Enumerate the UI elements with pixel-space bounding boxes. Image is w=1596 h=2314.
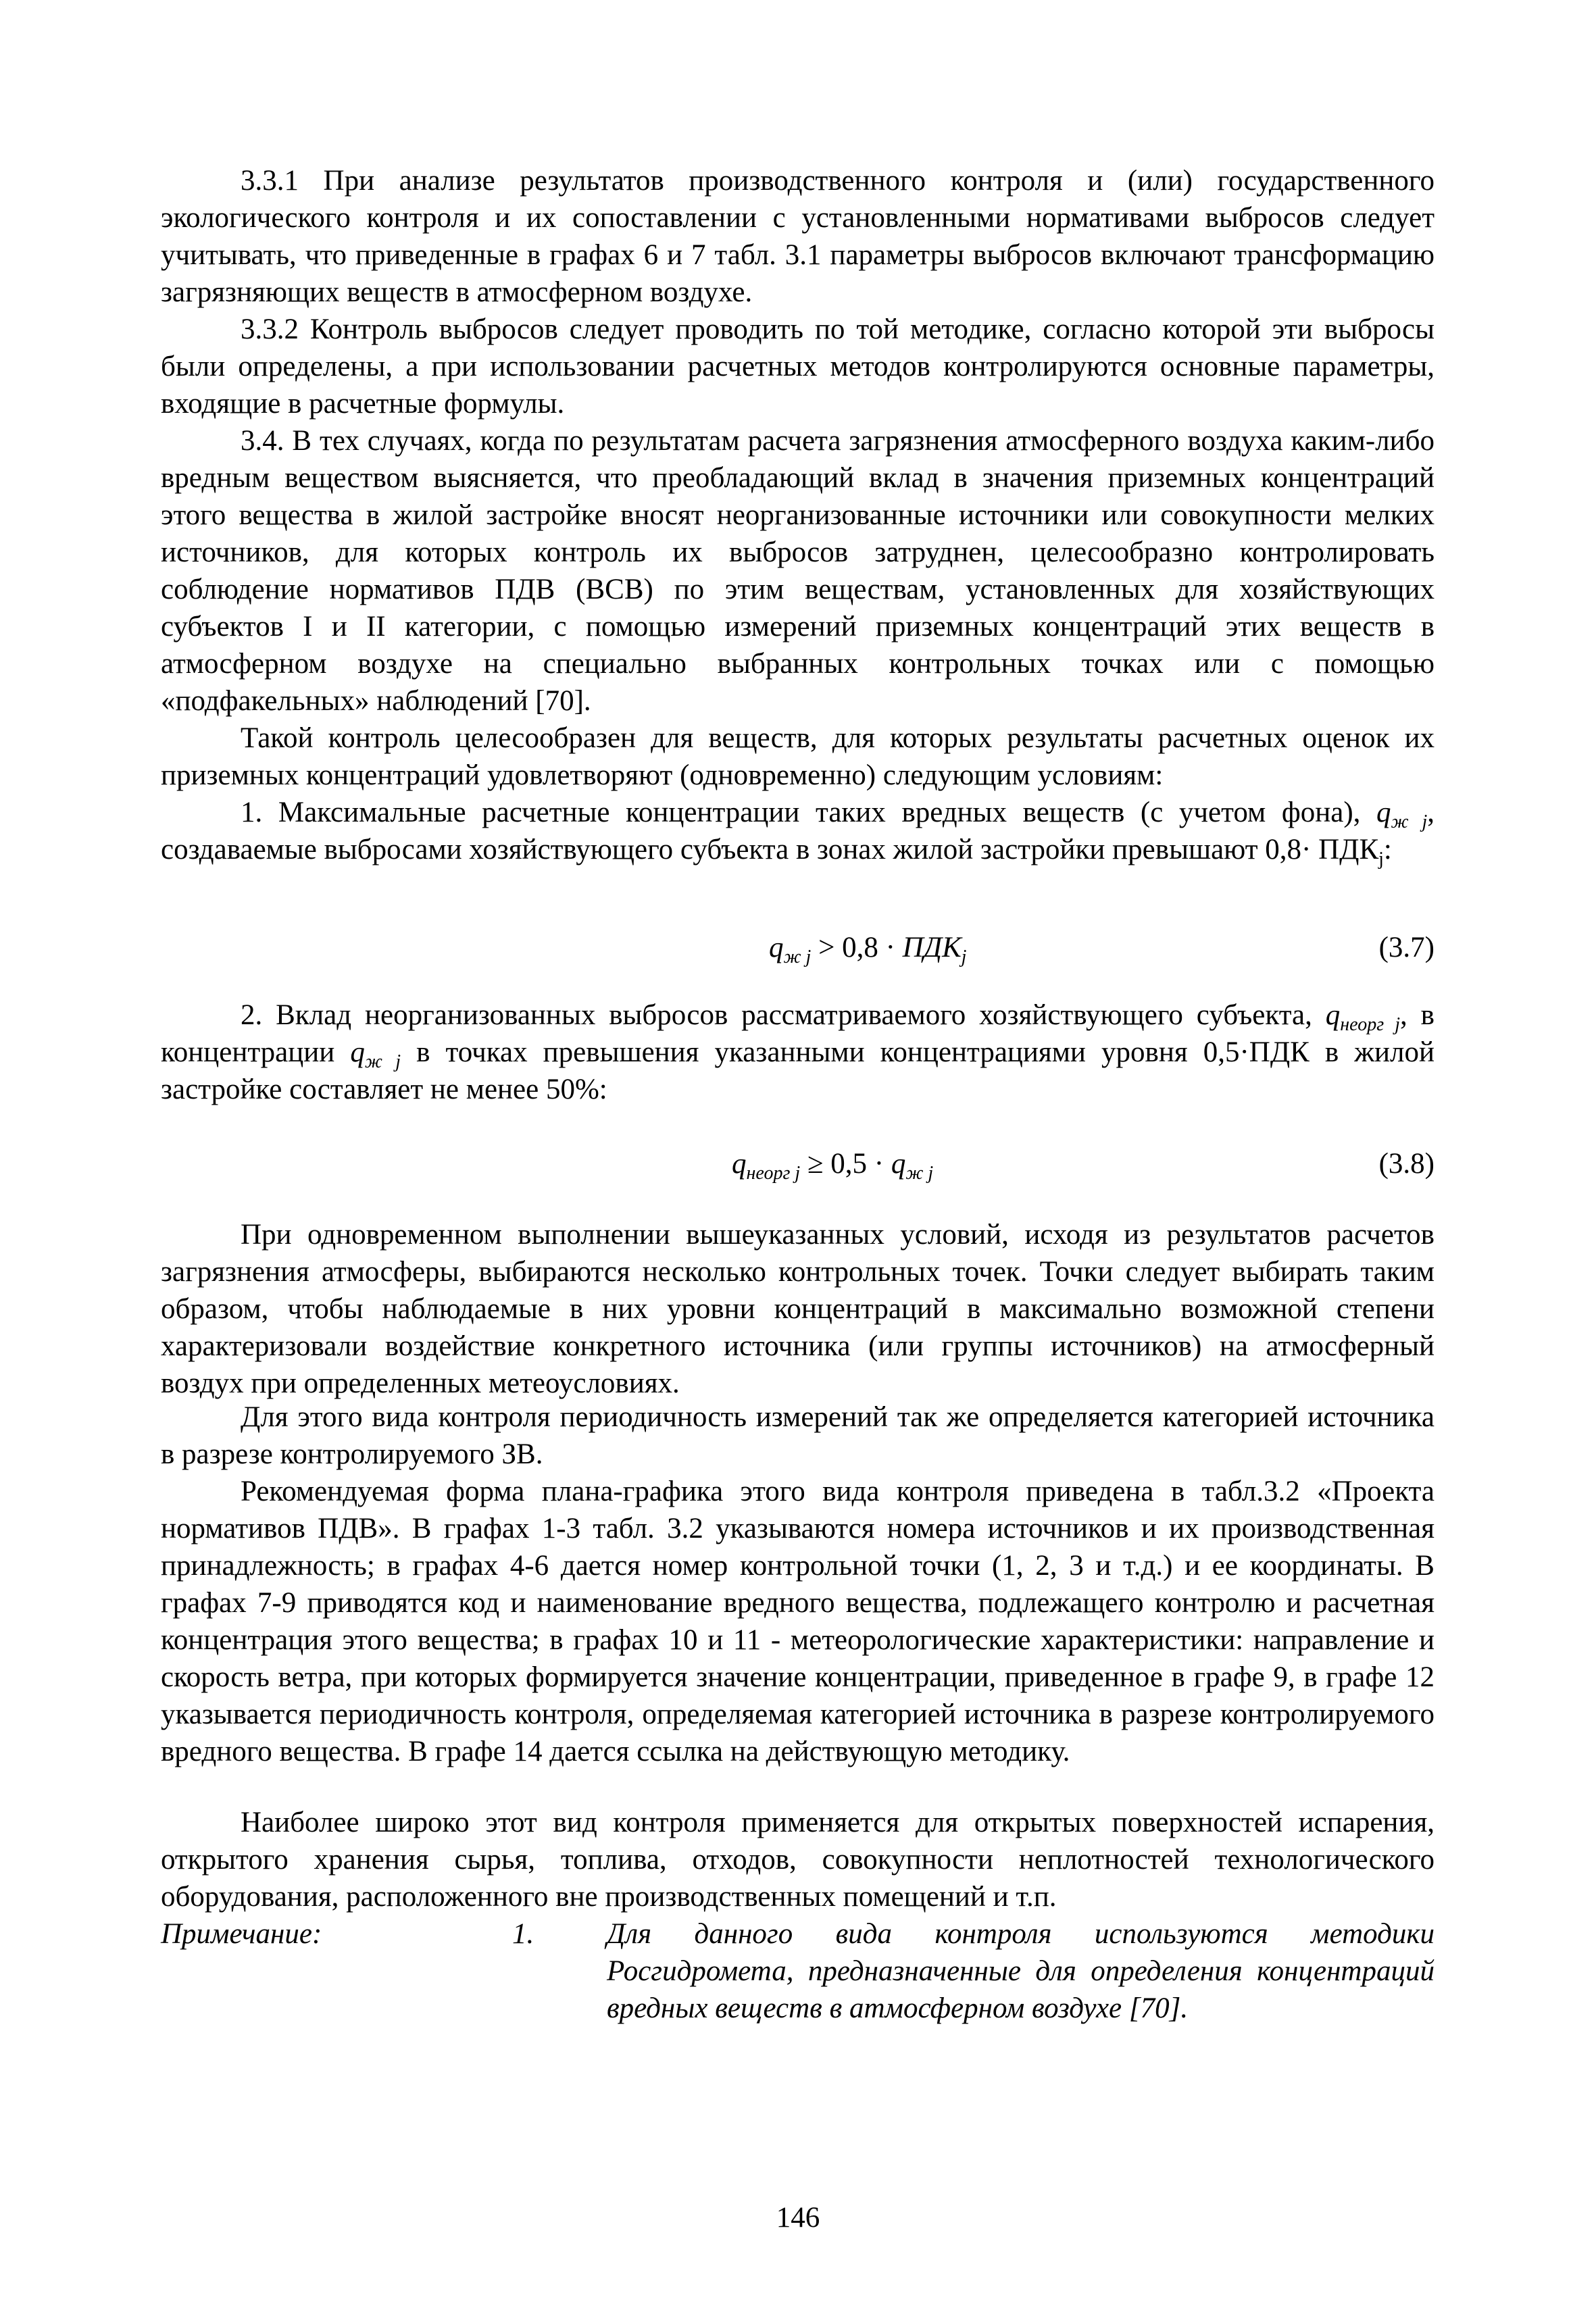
paragraph-text: Наиболее широко этот вид контроля применяется для открытых поверхностей испарения, открытого хранения сырья, топлива, отходов, совокупности неплотностей технологического оборудования, расположенного вне производственных помещений и т.п.: [161, 1807, 1435, 1913]
paragraph-schedule-form: [161, 1473, 1435, 1770]
paragraph-text: 3.4. В тех случаях, когда по результатам расчета загрязнения атмосферного воздуха каким-либо вредным веществом выясняется, что преобладающий вклад в значения приземных концентраций этого вещества в жилой застройке вносят неорганизованные источники или совокупности мелких источников, для которых контроль их выбросов затруднен, целесообразно контролировать соблюдение нормативов ПДВ (ВСВ) по этим веществам, установленных для хозяйствующих субъектов I и II категории, с помощью измерений приземных концентраций этих веществ в атмосферном воздухе на специально выбранных контрольных точках или с помощью «подфакельных» наблюдений [70].: [161, 425, 1435, 717]
note-text: Для данного вида контроля используются методики Росгидромета, предназначенные для определения концентраций вредных веществ в атмосферном воздухе [70].: [607, 1918, 1435, 2024]
paragraph-text: 3.3.1 При анализе результатов производственного контроля и (или) государственного экологического контроля и их сопоставлении с установленными нормативами выбросов следует учитывать, что приведенные в графах 6 и 7 табл. 3.1 параметры выбросов включают трансформацию загрязняющих веществ в атмосферном воздухе.: [161, 165, 1435, 308]
paragraph-3-3-1: [161, 162, 1435, 311]
paragraph-conditions-intro: [161, 720, 1435, 794]
paragraph-text: Для этого вида контроля периодичность измерений так же определяется категорией источника в разрезе контролируемого ЗВ.: [161, 1401, 1435, 1470]
paragraph-application: [161, 1804, 1435, 1915]
condition-1-text: 1. Максимальные расчетные концентрации таких вредных веществ (с учетом фона), $q_{ж j}$, создаваемые выбросами хозяйствующего субъекта в зонах жилой застройки превышают $0,8\cdot ПДК_j$:: [161, 797, 1435, 870]
note-item-number: 1.: [512, 1918, 534, 1950]
paragraph-periodicity: [161, 1399, 1435, 1473]
formula-3-7: [161, 929, 1435, 970]
footnote-note: [161, 1915, 1435, 2030]
page-number: 146: [776, 2202, 820, 2234]
condition-2: [161, 997, 1435, 1108]
paragraph-text: При одновременном выполнении вышеуказанных условий, исходя из результатов расчетов загрязнения атмосферы, выбираются несколько контрольных точек. Точки следует выбирать таким образом, чтобы наблюдаемые в них уровни концентраций в максимально возможной степени характеризовали воздействие конкретного источника (или группы источников) на атмосферный воздух при определенных метеоусловиях.: [161, 1219, 1435, 1399]
formula-3-8: [161, 1145, 1435, 1186]
paragraph-text: Такой контроль целесообразен для веществ, для которых результаты расчетных оценок их приземных концентраций удовлетворяют (одновременно) следующим условиям:: [161, 722, 1435, 791]
formula-3-8-number: (3.8): [1378, 1148, 1435, 1180]
formula-3-7-number: (3.7): [1378, 932, 1435, 963]
condition-1: [161, 794, 1435, 868]
paragraph-3-4: [161, 422, 1435, 720]
paragraph-control-points: [161, 1216, 1435, 1402]
formula-3-8-expression: $q_{неорг j} \ge 0,5 \cdot q_{ж j}$: [732, 1148, 934, 1184]
formula-3-7-expression: $q_{ж j} > 0,8 \cdot ПДК_j$: [769, 932, 967, 967]
note-label: Примечание:: [161, 1918, 322, 1950]
paragraph-text: 3.3.2 Контроль выбросов следует проводить по той методике, согласно которой эти выбросы были определены, а при использовании расчетных методов контролируются основные параметры, входящие в расчетные формулы.: [161, 313, 1435, 420]
paragraph-3-3-2: [161, 311, 1435, 422]
paragraph-text: Рекомендуемая форма плана-графика этого вида контроля приведена в табл.3.2 «Проекта нормативов ПДВ». В графах 1-3 табл. 3.2 указываются номера источников и их производственная принадлежность; в графах 4-6 дается номер контрольной точки (1, 2, 3 и т.д.) и ее координаты. В графах 7-9 приводятся код и наименование вредного вещества, подлежащего контролю и расчетная концентрация этого вещества; в графах 10 и 11 - метеорологические характеристики: направление и скорость ветра, при которых формируется значение концентрации, приведенное в графе 9, в графе 12 указывается периодичность контроля, определяемая категорией источника в разрезе контролируемого вредного вещества. В графе 14 дается ссылка на действующую методику.: [161, 1476, 1435, 1767]
condition-2-text: 2. Вклад неорганизованных выбросов рассматриваемого хозяйствующего субъекта, $q_{неорг j}$, в концентрации $q_{ж j}$ в точках превышения указанными концентрациями уровня 0,5·ПДК в жилой застройке составляет не менее 50%:: [161, 999, 1435, 1105]
